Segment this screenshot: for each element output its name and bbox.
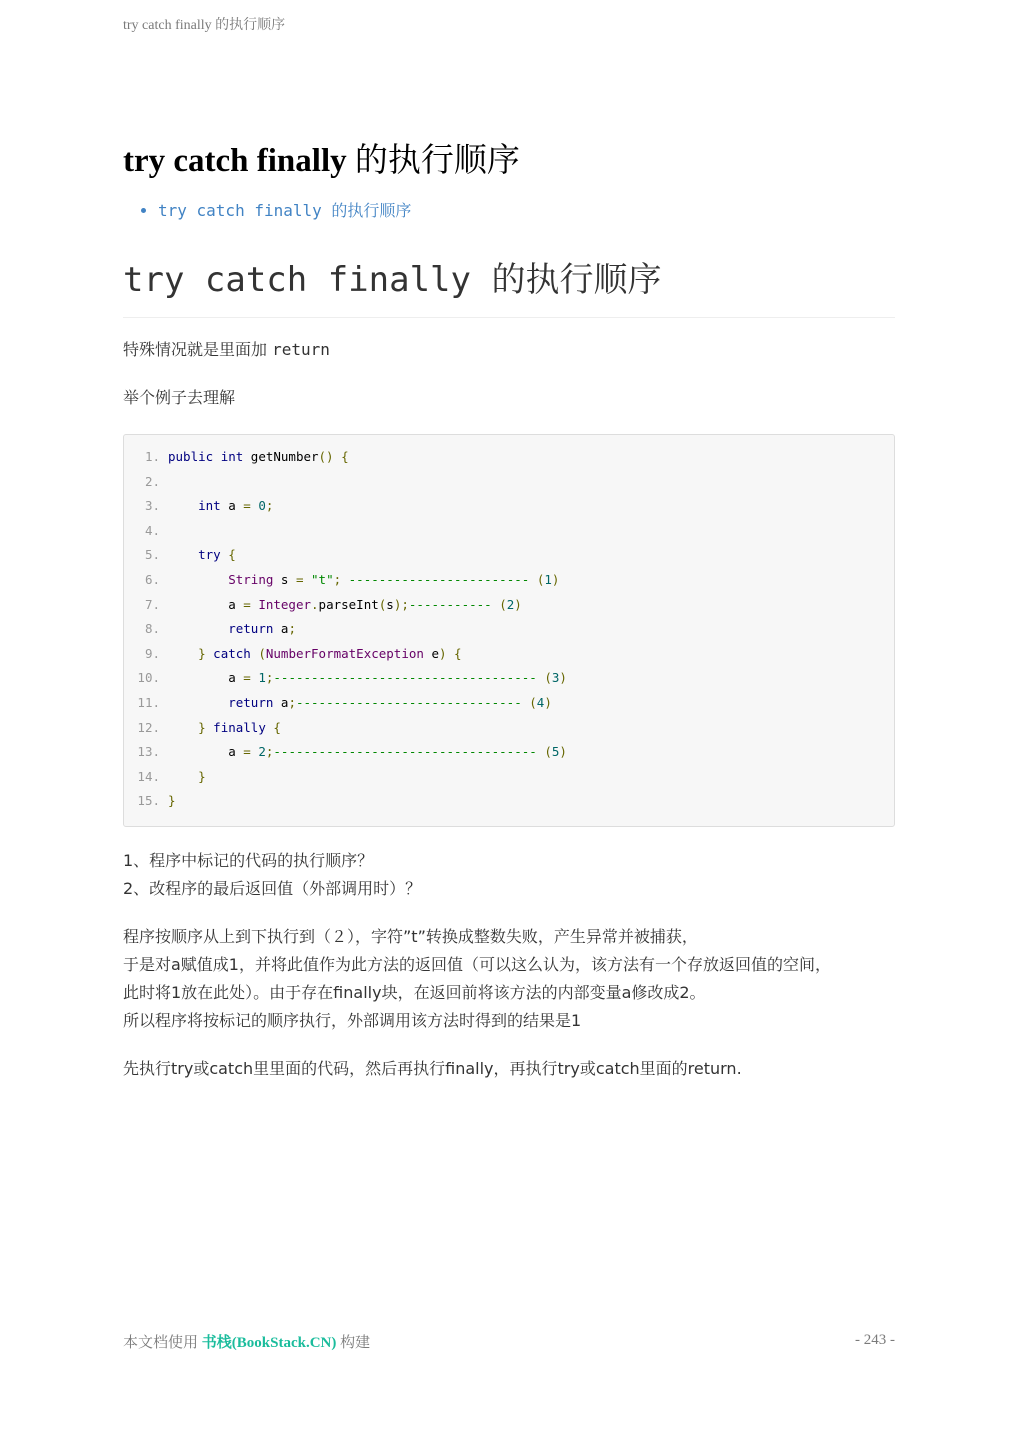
code-token: ): [559, 744, 567, 760]
line-number: 15.: [137, 793, 160, 809]
code-token: ): [438, 645, 447, 661]
code-token: ;: [265, 670, 274, 686]
document-title: [123, 140, 895, 182]
code-token: }: [198, 645, 206, 661]
code-token: (: [378, 596, 387, 612]
code-token: (: [536, 571, 545, 587]
code-token: =: [243, 670, 251, 686]
code-token: ): [559, 670, 567, 686]
code-block: [123, 434, 895, 827]
code-token: .: [311, 596, 319, 612]
code-token: 1: [258, 670, 266, 686]
code-token: (: [499, 596, 507, 612]
code-line: [124, 765, 894, 790]
code-token: NumberFormatException: [265, 645, 424, 661]
code-text: [168, 543, 236, 568]
code-token: -----------------------------------: [273, 670, 545, 686]
line-number: 1.: [144, 449, 160, 464]
code-token: =: [243, 744, 251, 760]
line-number: 4.: [144, 522, 160, 538]
document-title-rest: 的执行顺序: [346, 143, 520, 179]
code-token: [213, 449, 221, 464]
footer-credit: [123, 1331, 370, 1352]
code-token: a: [220, 498, 244, 514]
code-token: a: [168, 744, 244, 760]
special-case-text: 特殊情况就是里面加: [123, 340, 273, 359]
code-token: [168, 547, 198, 562]
code-token: public: [168, 449, 214, 464]
code-token: try: [198, 547, 221, 563]
code-token: =: [243, 596, 251, 612]
code-token: a: [273, 694, 289, 710]
code-token: Integer: [258, 596, 312, 612]
running-header: try catch finally 的执行顺序: [123, 18, 286, 33]
code-text: [168, 568, 559, 593]
code-token: 1: [544, 571, 552, 587]
code-line: [124, 519, 894, 544]
question-1: 1、程序中标记的代码的执行顺序？: [123, 850, 374, 870]
code-token: 4: [536, 694, 545, 710]
code-token: -----------: [408, 596, 500, 612]
code-token: s: [386, 596, 394, 612]
answer-line: 程序按顺序从上到下执行到（２），字符”t”转换成整数失败，产生异常并被捕获，: [123, 926, 698, 946]
code-line: [124, 666, 894, 691]
table-of-contents: [123, 199, 895, 223]
footer-suffix: 构建: [336, 1335, 371, 1351]
code-token: 2: [258, 744, 266, 760]
code-token: [168, 572, 228, 587]
code-token: catch: [213, 645, 251, 661]
code-token: [334, 449, 342, 464]
code-token: "t": [311, 571, 334, 587]
code-token: a: [168, 670, 244, 686]
code-line: [124, 789, 894, 814]
inline-code-return: return: [272, 340, 330, 359]
code-token: [447, 646, 455, 661]
code-token: finally: [213, 719, 266, 735]
special-case-paragraph: [123, 336, 895, 364]
footer-brand-link[interactable]: 书栈(BookStack.CN): [201, 1335, 337, 1351]
code-token: (: [258, 645, 266, 661]
code-token: e: [423, 645, 439, 661]
code-text: [168, 666, 567, 691]
toc-item: [158, 199, 895, 223]
code-token: int: [220, 449, 244, 464]
code-token: [168, 498, 198, 513]
code-line: [124, 740, 894, 765]
code-token: [303, 572, 311, 587]
line-number: 6.: [144, 571, 160, 587]
code-line: [124, 691, 894, 716]
code-token: =: [295, 571, 304, 587]
code-text: [168, 740, 567, 765]
code-token: int: [198, 498, 221, 514]
code-text: [168, 494, 273, 519]
code-token: =: [243, 498, 251, 514]
line-number: 10.: [137, 670, 160, 686]
code-token: ;: [288, 694, 296, 710]
code-token: );: [393, 596, 409, 612]
code-line: [124, 642, 894, 667]
document-title-bold: try catch finally: [123, 143, 347, 179]
example-intro: 举个例子去理解: [123, 388, 236, 407]
code-text: [168, 716, 281, 741]
section-heading: try catch finally 的执行顺序: [123, 257, 895, 318]
line-number: 8.: [144, 621, 160, 637]
code-token: {: [273, 719, 281, 735]
code-token: [168, 646, 198, 661]
answer: [123, 923, 895, 1035]
code-token: {: [454, 645, 462, 661]
code-token: s: [273, 571, 296, 587]
code-token: 3: [551, 670, 560, 686]
code-line: [124, 470, 894, 495]
code-token: [168, 695, 228, 710]
summary-paragraph: 先执行try或catch里里面的代码，然后再执行finally，再执行try或catch里面的return.: [123, 1058, 742, 1078]
answer-line: 所以程序将按标记的顺序执行，外部调用该方法时得到的结果是1: [123, 1010, 582, 1030]
line-number: 11.: [137, 694, 160, 710]
code-token: -----------------------------------: [273, 744, 545, 760]
code-token: ): [551, 571, 560, 587]
code-token: {: [341, 449, 349, 464]
code-token: }: [198, 768, 206, 784]
code-token: [168, 769, 198, 784]
line-number: 3.: [144, 498, 160, 514]
document-content: [123, 140, 895, 1083]
question-2: 2、改程序的最后返回值（外部调用时）？: [123, 878, 422, 898]
code-token: [341, 572, 349, 587]
line-number: 12.: [137, 719, 160, 735]
code-token: [168, 720, 198, 735]
code-token: {: [228, 547, 236, 563]
code-text: [168, 642, 462, 667]
code-token: (: [544, 670, 552, 686]
code-token: 0: [258, 498, 266, 514]
code-token: ------------------------: [348, 571, 537, 587]
code-line: [124, 593, 894, 618]
code-text: [168, 789, 176, 814]
code-text: [168, 593, 522, 618]
code-token: return: [228, 694, 274, 710]
footer-prefix: 本文档使用: [123, 1335, 202, 1351]
line-number: 13.: [137, 744, 160, 760]
code-token: getNumber: [243, 449, 319, 464]
code-line: [124, 543, 894, 568]
code-text: [168, 691, 552, 716]
page-number: - 243 -: [855, 1332, 895, 1348]
code-token: ------------------------------: [295, 694, 530, 710]
code-token: 2: [506, 596, 515, 612]
code-token: (: [544, 744, 552, 760]
code-token: }: [168, 793, 176, 809]
code-line: [124, 617, 894, 642]
code-token: ): [514, 596, 522, 612]
code-token: a: [273, 621, 289, 637]
code-line: [124, 568, 894, 593]
code-token: [168, 621, 228, 636]
code-token: ;: [288, 621, 296, 637]
code-text: [168, 765, 206, 790]
code-line: [124, 445, 894, 470]
code-token: (: [529, 694, 537, 710]
line-number: 14.: [137, 768, 160, 784]
line-number: 2.: [144, 473, 160, 489]
code-text: [168, 617, 296, 642]
code-line: [124, 716, 894, 741]
code-token: ;: [265, 744, 274, 760]
code-line: [124, 494, 894, 519]
code-token: String: [228, 571, 274, 587]
code-token: return: [228, 621, 274, 637]
code-token: (): [318, 449, 334, 464]
line-number: 9.: [144, 645, 160, 661]
code-token: ): [544, 694, 552, 710]
code-token: }: [198, 719, 206, 735]
code-token: a: [168, 596, 244, 612]
answer-line: 于是对a赋值成1，并将此值作为此方法的返回值（可以这么认为，该方法有一个存放返回值的空间，: [123, 954, 831, 974]
line-number: 5.: [144, 547, 160, 563]
line-number: 7.: [144, 596, 160, 612]
toc-link[interactable]: try catch finally 的执行顺序: [158, 201, 412, 220]
code-text: [168, 445, 349, 470]
code-token: ;: [265, 498, 274, 514]
code-token: ;: [333, 571, 342, 587]
code-token: 5: [551, 744, 560, 760]
questions: [123, 847, 895, 903]
code-token: parseInt: [318, 596, 379, 612]
answer-line: 此时将1放在此处）。由于存在finally块，在返回前将该方法的内部变量a修改成2。: [123, 982, 706, 1002]
